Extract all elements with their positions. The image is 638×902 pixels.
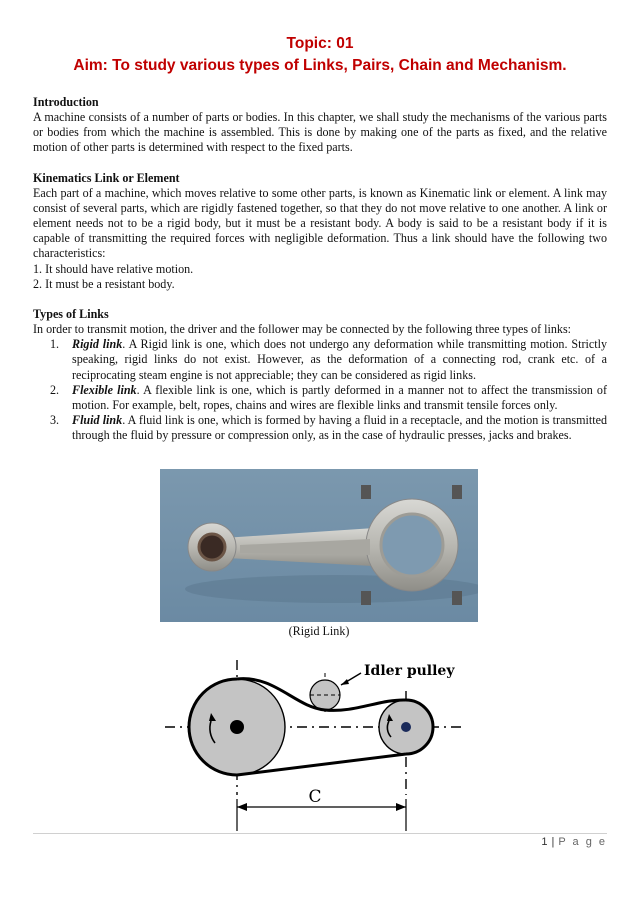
types-heading: Types of Links [33, 307, 109, 322]
connecting-rod-image [160, 469, 478, 622]
list-item: 1. Rigid link. A Rigid link is one, which does not undergo any deformation while transmitting motion. Strictly speaking, rigid links do not exist. However, as the deformation of a connecting rod, crank etc. of a reciprocating steam engine is not appreciable; they can be considered as rigid links. [50, 337, 608, 382]
idler-pulley-diagram [165, 655, 465, 833]
list-item: 3. Fluid link. A fluid link is one, which is formed by having a fluid in a receptacle, and the motion is transmitted through the fluid by pressure or compression only, as in the case of hydraulic presses, jacks and brakes. [50, 413, 607, 443]
page-word: P a g e [558, 836, 607, 848]
footer-divider [33, 833, 607, 834]
term-fluid-link: Fluid link [72, 413, 123, 428]
topic-title: Topic: 01 [286, 35, 354, 52]
idler-pulley-label: Idler pulley [364, 663, 455, 679]
term-flexible-link: Flexible link [72, 382, 137, 397]
intro-heading: Introduction [33, 95, 99, 109]
aim-title: Aim: To study various types of Links, Pairs, Chain and Mechanism. [73, 57, 567, 74]
rigid-link-caption: (Rigid Link) [288, 624, 350, 638]
kinematics-paragraph: Each part of a machine, which moves relative to some other parts, is known as Kinematic link or element. A link may consist of several parts, which are rigidly fastened together, so that they do not move relative to one another. A link or element needs not to be a rigid body, but it must be a resistant body. A body is said to be a resistant body if it is capable of transmitting the required forces with negligible deformation. Thus a link should have the following two characteristics: [33, 185, 607, 261]
connecting-rod-photo [160, 469, 478, 622]
types-intro: In order to transmit motion, the driver and the follower may be connected by the following three types of links: [33, 322, 572, 337]
page-footer: 1 | P a g e [541, 836, 607, 848]
center-distance-label: C [308, 787, 322, 807]
kinematics-heading: Kinematics Link or Element [33, 170, 180, 185]
intro-paragraph: A machine consists of a number of parts or bodies. In this chapter, we shall study the mechanisms of the various parts or bodies from which the machine is assembled. This is done by making one of the parts as fixed, and the relative motion of other parts is determined with respect to the fixed parts. [33, 110, 607, 155]
page-number: 1 [541, 836, 548, 848]
characteristic-1: 1. It should have relative motion. [33, 261, 194, 276]
link-types-list [50, 337, 607, 443]
term-rigid-link: Rigid link [72, 337, 123, 352]
characteristic-2: 2. It must be a resistant body. [33, 276, 175, 291]
list-item: 2. Flexible link. A flexible link is one, which is partly deformed in a manner not to affect the transmission of motion. For example, belt, ropes, chains and wires are flexible links and transmit tensile forces only. [50, 382, 607, 413]
